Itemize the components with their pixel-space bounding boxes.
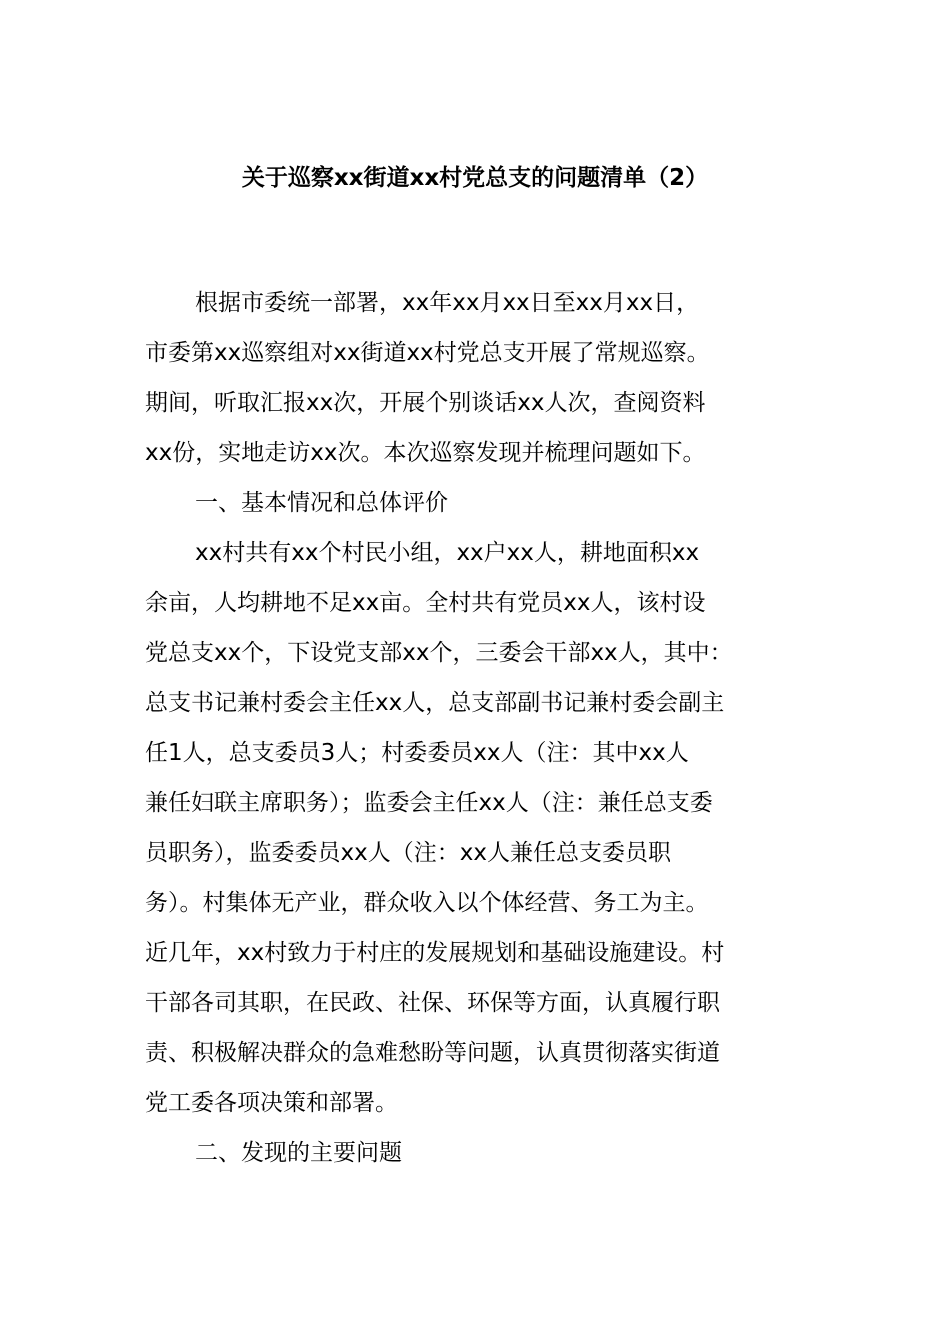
paragraph-1-line-3: 期间，听取汇报xx次，开展个别谈话xx人次，查阅资料 (145, 390, 706, 416)
document-body (145, 283, 825, 1183)
paragraph-2-line-7: 员职务），监委委员xx人（注：xx人兼任总支委员职 (145, 840, 671, 866)
section-heading-2: 二、发现的主要问题 (195, 1140, 402, 1166)
document-title: 关于巡察xx街道xx村党总支的问题清单（2） (241, 165, 709, 191)
paragraph-2-line-1: xx村共有xx个村民小组，xx户xx人，耕地面积xx (195, 540, 700, 566)
paragraph-1-line-4: xx份，实地走访xx次。本次巡察发现并梳理问题如下。 (145, 440, 706, 466)
section-heading-1: 一、基本情况和总体评价 (195, 490, 448, 516)
paragraph-2-line-8: 务）。村集体无产业，群众收入以个体经营、务工为主。 (145, 890, 709, 916)
paragraph-2-line-4: 总支书记兼村委会主任xx人，总支部副书记兼村委会副主 (145, 690, 725, 716)
paragraph-1-line-2: 市委第xx巡察组对xx街道xx村党总支开展了常规巡察。 (145, 340, 710, 366)
paragraph-2-line-2: 余亩，人均耕地不足xx亩。全村共有党员xx人，该村设 (145, 590, 706, 616)
paragraph-2-line-12: 党工委各项决策和部署。 (145, 1090, 398, 1116)
paragraph-1-line-1: 根据市委统一部署，xx年xx月xx日至xx月xx日， (195, 290, 700, 316)
paragraph-2-line-10: 干部各司其职，在民政、社保、环保等方面，认真履行职 (145, 990, 720, 1016)
paragraph-2-line-5: 任1人，总支委员3人；村委委员xx人（注：其中xx人 (145, 740, 689, 766)
paragraph-2-line-9: 近几年，xx村致力于村庄的发展规划和基础设施建设。村 (145, 940, 725, 966)
paragraph-2-line-11: 责、积极解决群众的急难愁盼等问题，认真贯彻落实街道 (145, 1040, 720, 1066)
paragraph-2-line-6: 兼任妇联主席职务）；监委会主任xx人（注：兼任总支委 (145, 790, 713, 816)
paragraph-2-line-3: 党总支xx个，下设党支部xx个，三委会干部xx人，其中： (145, 640, 733, 666)
